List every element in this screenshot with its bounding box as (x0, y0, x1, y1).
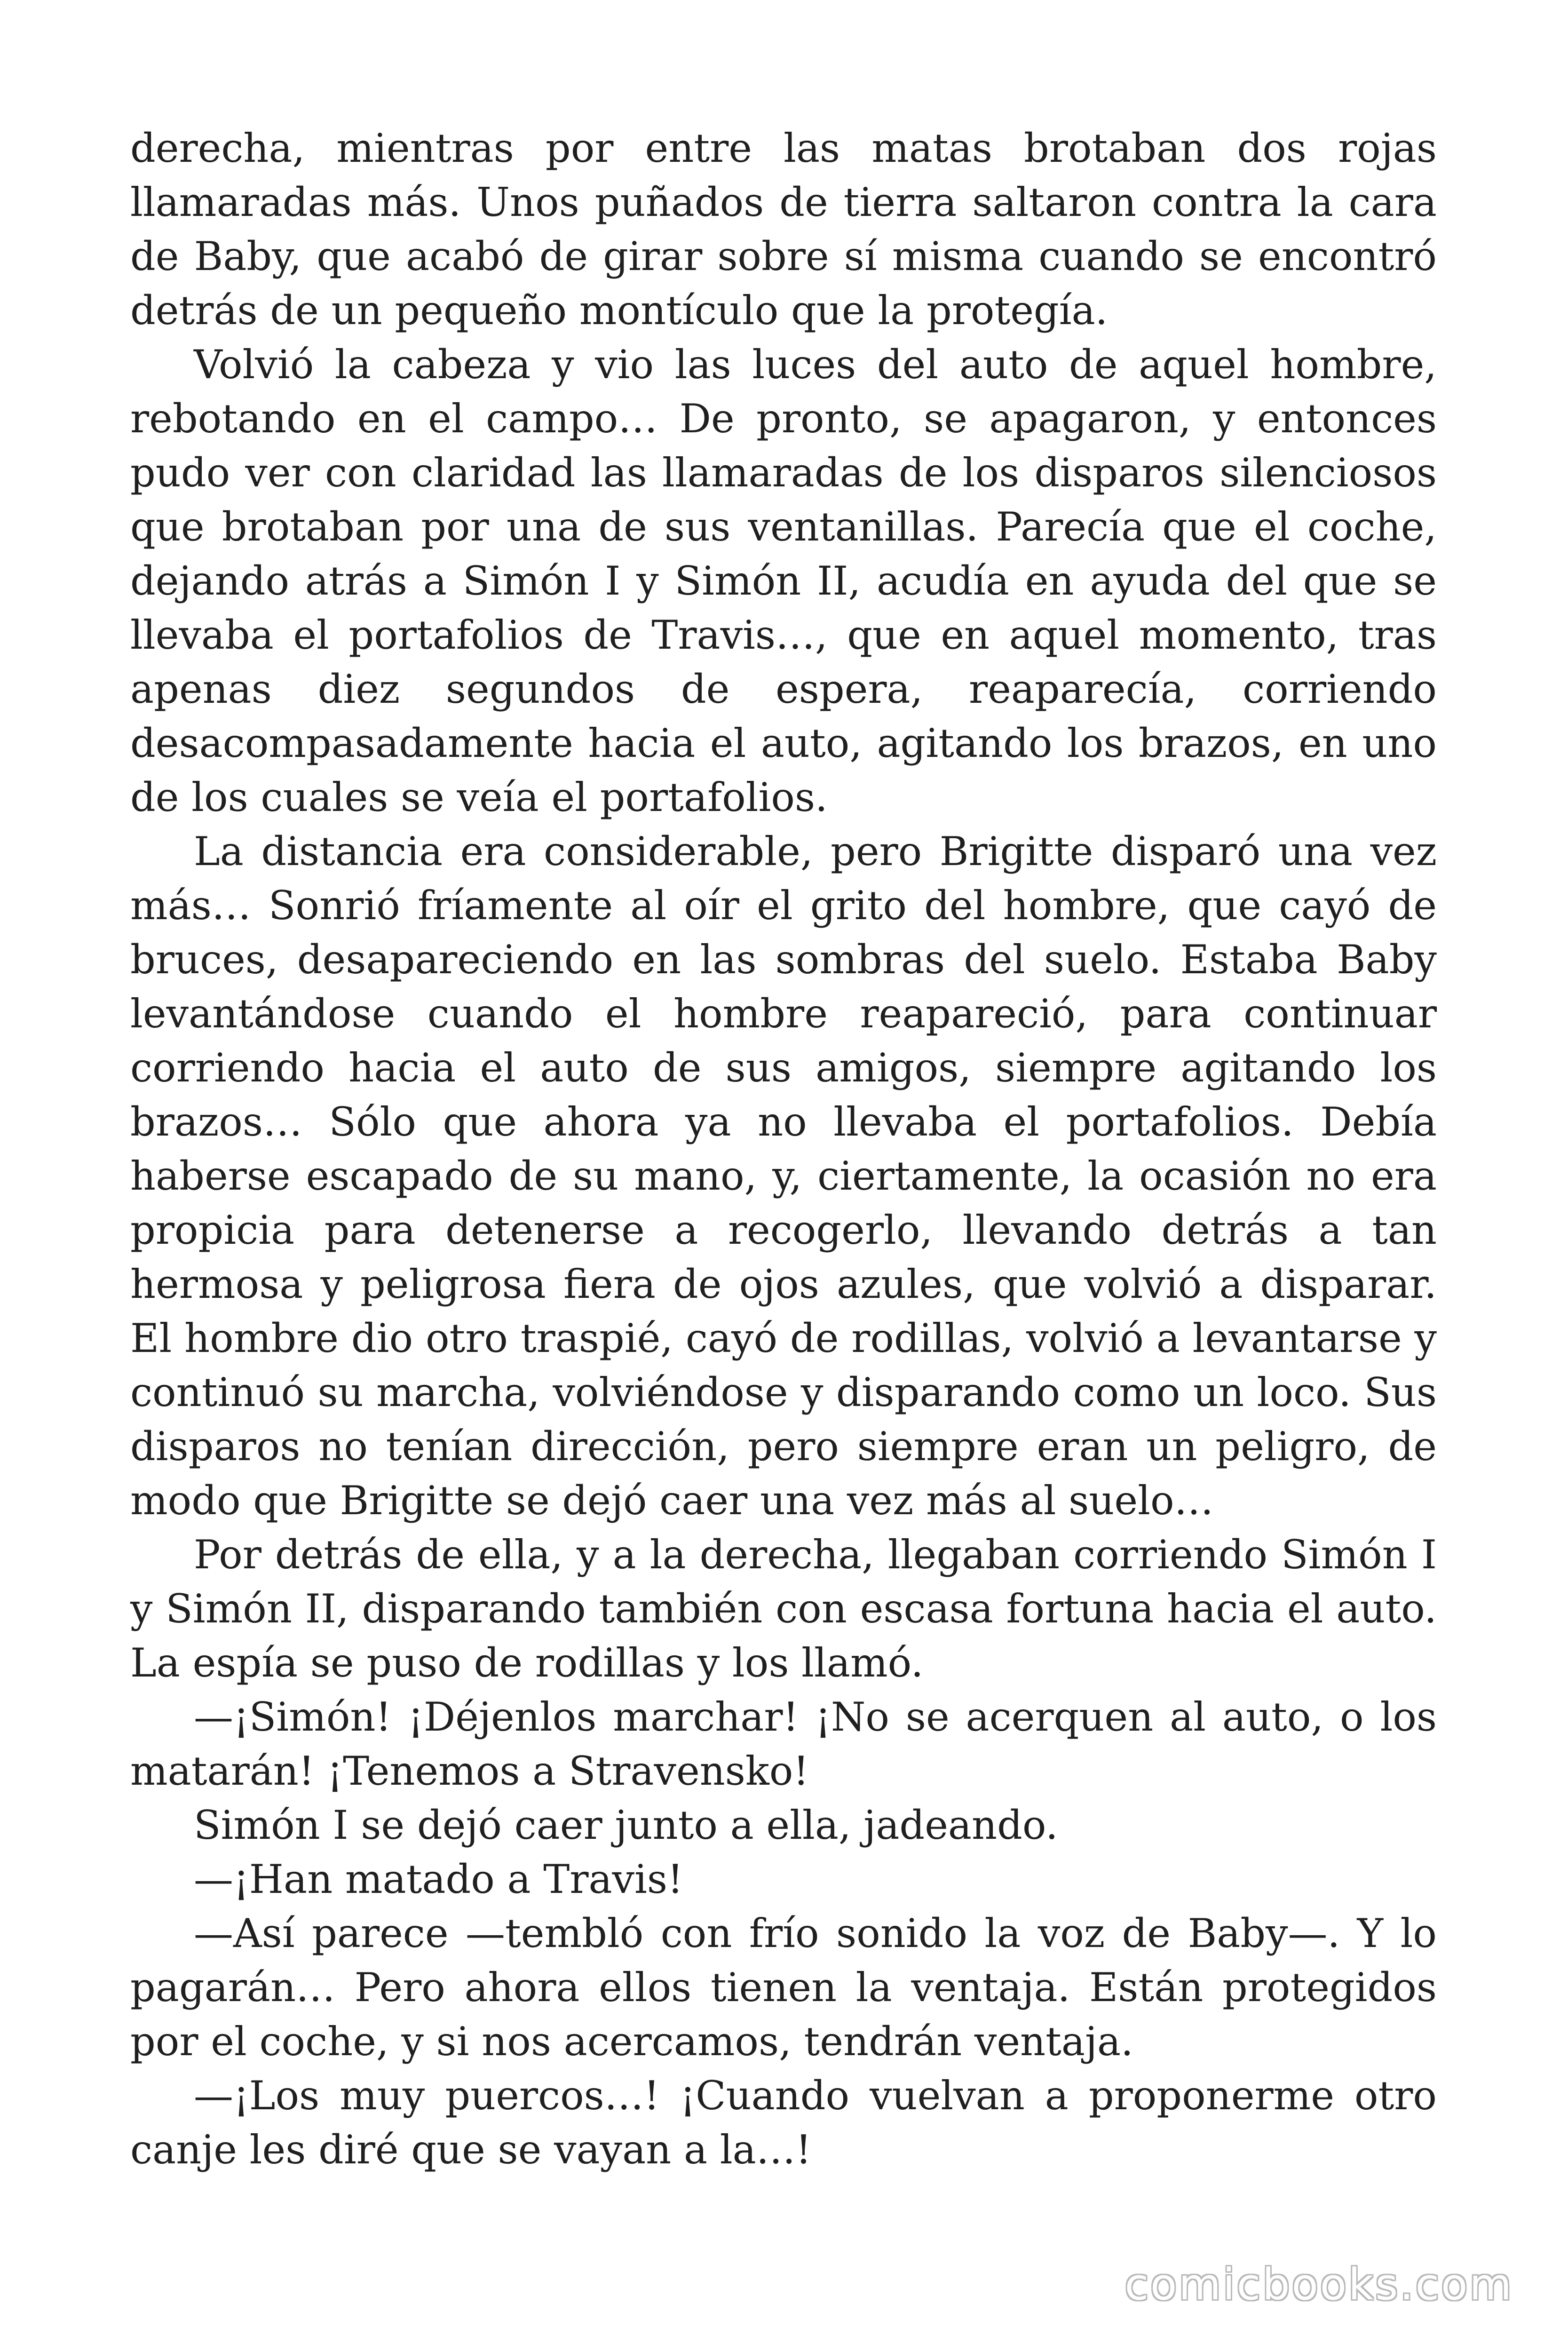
dialogue-paragraph: —Así parece —tembló con frío sonido la voz de Baby—. Y lo pagarán… Pero ahora ellos tienen la ventaja. Están protegidos por el coche, y si nos acercamos, tendrán ventaja. (130, 1910, 1437, 2065)
body-text (130, 121, 1437, 2177)
paragraph: Volvió la cabeza y vio las luces del auto de aquel hombre, rebotando en el campo… De pronto, se apagaron, y entonces pudo ver con claridad las llamaradas de los disparos silenciosos que brotaban por una de sus ventanillas. Parecía que el coche, dejando atrás a Simón I y Simón II, acudía en ayuda del que se llevaba el portafolios de Travis…, que en aquel momento, tras apenas diez segundos de espera, reaparecía, corriendo desacompasadamente hacia el auto, agitando los brazos, en uno de los cuales se veía el portafolios. (130, 342, 1437, 820)
paragraph-continued: derecha, mientras por entre las matas brotaban dos rojas llamaradas más. Unos puñados de tierra saltaron contra la cara de Baby, que acabó de girar sobre sí misma cuando se encontró detrás de un pequeño montículo que la protegía. (130, 125, 1437, 334)
dialogue-paragraph: —¡Los muy puercos…! ¡Cuando vuelvan a proponerme otro canje les diré que se vayan a la…! (130, 2073, 1437, 2173)
dialogue-paragraph: —¡Han matado a Travis! (194, 1856, 683, 1902)
paragraph: Simón I se dejó caer junto a ella, jadeando. (194, 1802, 1058, 1848)
watermark: comicbooks.com (1125, 2259, 1513, 2310)
paragraph: La distancia era considerable, pero Brigitte disparó una vez más… Sonrió fríamente al oír el grito del hombre, que cayó de bruces, desapareciendo en las sombras del suelo. Estaba Baby levantándose cuando el hombre reapareció, para continuar corriendo hacia el auto de sus amigos, siempre agitando los brazos… Sólo que ahora ya no llevaba el portafolios. Debía haberse escapado de su mano, y, ciertamente, la ocasión no era propicia para detenerse a recogerlo, llevando detrás a tan hermosa y peligrosa fiera de ojos azules, que volvió a disparar. El hombre dio otro traspié, cayó de rodillas, volvió a levantarse y continuó su marcha, volviéndose y disparando como un loco. Sus disparos no tenían dirección, pero siempre eran un peligro, de modo que Brigitte se dejó caer una vez más al suelo… (130, 828, 1437, 1524)
dialogue-paragraph: —¡Simón! ¡Déjenlos marchar! ¡No se acerquen al auto, o los matarán! ¡Tenemos a Stravensko! (130, 1694, 1437, 1794)
paragraph: Por detrás de ella, y a la derecha, llegaban corriendo Simón I y Simón II, disparando también con escasa fortuna hacia el auto. La espía se puso de rodillas y los llamó. (130, 1532, 1437, 1686)
